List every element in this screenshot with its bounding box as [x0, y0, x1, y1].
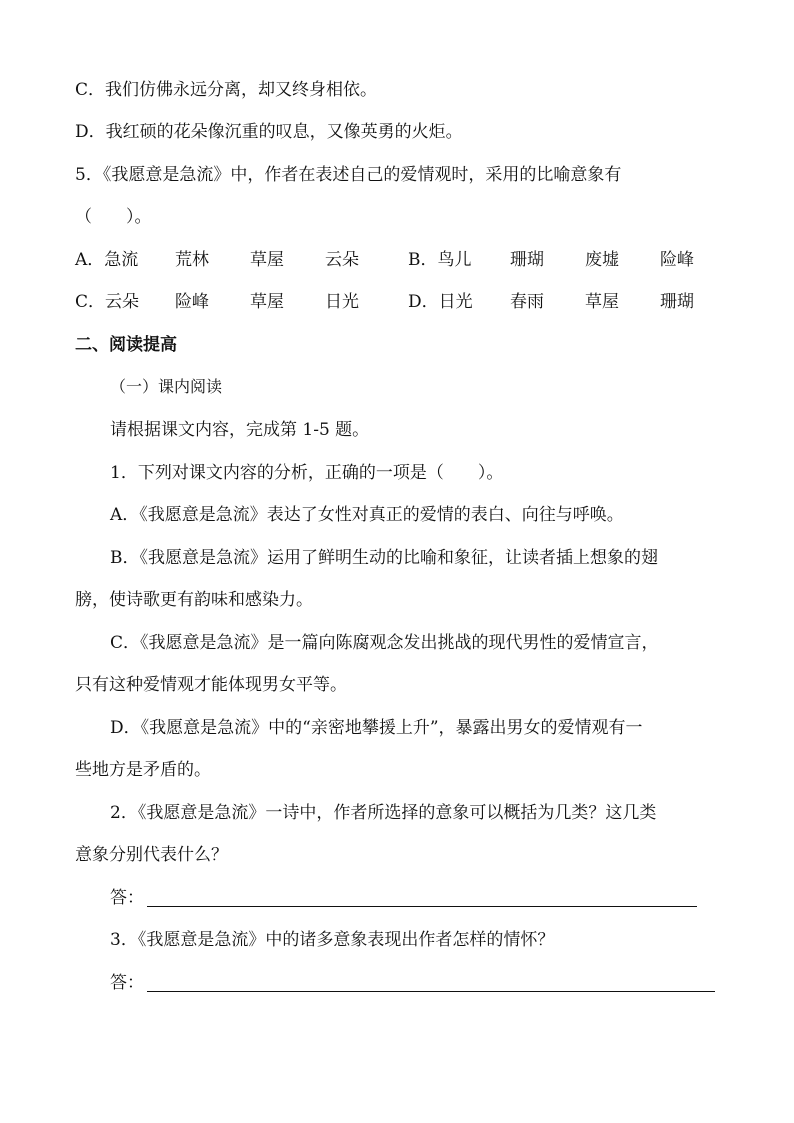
q2-stem-line1: 2．《我愿意是急流》一诗中，作者所选择的意象可以概括为几类？这几类 [110, 803, 657, 823]
q1-option-b-line1: B．《我愿意是急流》运用了鲜明生动的比喻和象征，让读者插上想象的翅 [110, 548, 658, 568]
q3-answer-label: 答： [110, 973, 144, 993]
q2-answer-line[interactable] [147, 906, 697, 907]
q5-option-c-item2: 险峰 [175, 292, 209, 312]
q2-answer-label: 答： [110, 888, 144, 908]
q3-answer-line[interactable] [147, 991, 715, 992]
q5-option-c-item3: 草屋 [250, 292, 284, 312]
q5-option-d-item2: 春雨 [510, 292, 544, 312]
q5-stem-line2: （ ）。 [75, 207, 152, 227]
q5-option-a-item3: 草屋 [250, 250, 284, 270]
q2-stem-line2: 意象分别代表什么？ [75, 845, 228, 865]
q4-option-c: C．我们仿佛永远分离，却又终身相依。 [75, 80, 378, 100]
section-heading: 二、阅读提高 [75, 335, 177, 355]
q1-stem: 1．下列对课文内容的分析，正确的一项是（ ）。 [110, 463, 504, 483]
q1-option-b-line2: 膀，使诗歌更有韵味和感染力。 [75, 590, 313, 610]
subsection-heading: （一）课内阅读 [110, 377, 223, 396]
q4-option-d: D．我红硕的花朵像沉重的叹息，又像英勇的火炬。 [75, 122, 463, 142]
q1-option-d-line1: D．《我愿意是急流》中的“亲密地攀援上升”，暴露出男女的爱情观有一 [110, 718, 643, 738]
q5-option-a-item1: A．急流 [75, 250, 139, 270]
q5-option-c-item4: 日光 [325, 292, 359, 312]
q5-option-d-item3: 草屋 [585, 292, 619, 312]
q5-option-a-item4: 云朵 [325, 250, 359, 270]
q5-option-d-item1: D．日光 [408, 292, 473, 312]
q5-option-b-item3: 废墟 [585, 250, 619, 270]
q1-option-c-line1: C．《我愿意是急流》是一篇向陈腐观念发出挑战的现代男性的爱情宣言， [110, 633, 659, 653]
instruction-text: 请根据课文内容，完成第 1-5 题。 [110, 420, 370, 440]
q5-stem-line1: 5．《我愿意是急流》中，作者在表述自己的爱情观时，采用的比喻意象有 [75, 165, 622, 185]
q3-stem: 3．《我愿意是急流》中的诸多意象表现出作者怎样的情怀？ [110, 930, 555, 950]
q1-option-a: A．《我愿意是急流》表达了女性对真正的爱情的表白、向往与呼唤。 [110, 505, 624, 525]
q5-option-b-item2: 珊瑚 [510, 250, 544, 270]
q1-option-d-line2: 些地方是矛盾的。 [75, 760, 211, 780]
q5-option-a-item2: 荒林 [175, 250, 209, 270]
q5-option-b-item1: B．鸟儿 [408, 250, 472, 270]
q5-option-d-item4: 珊瑚 [660, 292, 694, 312]
q5-option-c-item1: C．云朵 [75, 292, 140, 312]
q5-option-b-item4: 险峰 [660, 250, 694, 270]
q1-option-c-line2: 只有这种爱情观才能体现男女平等。 [75, 675, 347, 695]
